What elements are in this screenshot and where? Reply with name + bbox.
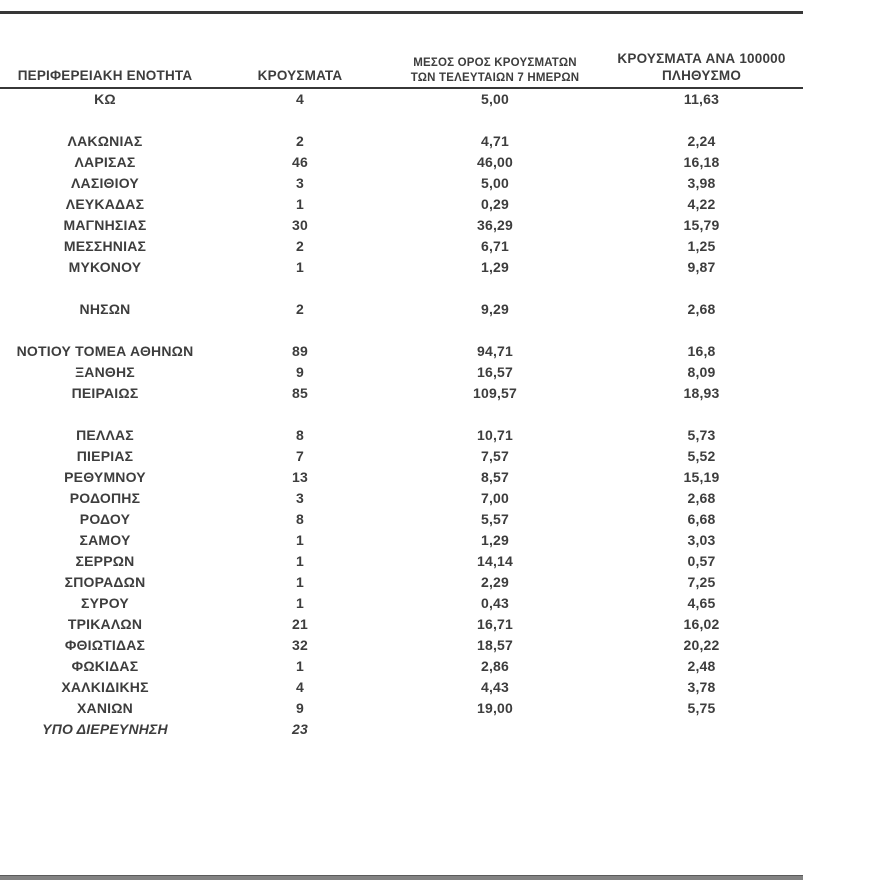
avg7-cell: 1,29 [480,258,510,275]
avg7-cell: 10,71 [476,426,514,443]
table-row [0,613,803,634]
region-name-cell: ΠΙΕΡΙΑΣ [76,447,134,464]
cases-cell: 85 [292,384,308,401]
avg7-cell: 4,71 [480,132,510,149]
per100k-cell: 11,63 [683,91,720,107]
region-name-cell: ΧΑΛΚΙΔΙΚΗΣ [61,678,149,695]
per100k-cell: 18,93 [683,384,720,401]
regional-cases-table [0,38,803,739]
table-row [0,466,803,487]
cases-cell: 21 [292,615,308,632]
avg7-cell: 46,00 [476,153,514,170]
avg7-cell: 7,00 [480,489,510,506]
cases-cell: 46 [292,153,308,170]
cases-cell: 32 [292,636,308,653]
column-header-per100k-line1: ΚΡΟΥΣΜΑΤΑ ΑΝΑ 100000 [617,51,786,67]
blank-spacer-cell [0,319,803,340]
region-name-cell: ΝΟΤΙΟΥ ΤΟΜΕΑ ΑΘΗΝΩΝ [16,342,194,359]
table-row [0,508,803,529]
per100k-cell: 16,8 [687,342,716,359]
blank-spacer-cell [0,277,803,298]
table-row [0,256,803,277]
region-name-cell: ΛΑΚΩΝΙΑΣ [67,132,143,149]
column-header-cases-label: ΚΡΟΥΣΜΑΤΑ [257,68,343,84]
region-name-cell: ΣΥΡΟΥ [81,594,129,611]
region-name-cell: ΦΘΙΩΤΙΔΑΣ [64,636,146,653]
avg7-cell: 19,00 [476,699,514,716]
avg7-cell: 94,71 [476,342,514,359]
region-name-cell: ΛΕΥΚΑΔΑΣ [65,195,145,212]
cases-cell: 8 [296,510,304,527]
per100k-cell: 3,03 [687,531,716,548]
table-row [0,571,803,592]
table-row [0,214,803,235]
cases-cell: 1 [296,573,304,590]
column-header-cases [210,38,390,88]
avg7-cell [390,718,600,739]
region-name-cell: ΣΕΡΡΩΝ [75,552,135,569]
avg7-cell: 16,71 [476,615,514,632]
table-row [0,718,803,739]
region-name-cell: ΡΟΔΟΠΗΣ [69,489,141,506]
table-row [0,130,803,151]
cases-cell: 1 [296,657,304,674]
table-row [0,340,803,361]
table-row [0,697,803,718]
column-header-region [0,38,210,88]
per100k-cell: 5,75 [687,699,716,716]
table-row [0,634,803,655]
cases-cell: 4 [296,91,304,107]
per100k-cell: 8,09 [687,363,716,380]
region-name-cell: ΦΩΚΙΔΑΣ [71,657,139,674]
table-row [0,487,803,508]
table-row [0,424,803,445]
per100k-cell: 4,22 [687,195,716,212]
per100k-cell: 6,68 [687,510,716,527]
column-header-region-label: ΠΕΡΙΦΕΡΕΙΑΚΗ ΕΝΟΤΗΤΑ [17,68,193,84]
column-header-per100k-line2: ΠΛΗΘΥΣΜΟ [661,68,742,84]
table-header [0,38,803,88]
cases-cell: 1 [296,594,304,611]
avg7-cell: 5,00 [480,174,510,191]
table-row [0,655,803,676]
per100k-cell [600,718,803,739]
column-header-avg7 [390,38,600,88]
per100k-cell: 4,65 [687,594,716,611]
column-header-avg7-line1: ΜΕΣΟΣ ΟΡΟΣ ΚΡΟΥΣΜΑΤΩΝ [413,57,577,70]
cases-cell: 2 [296,132,304,149]
per100k-cell: 9,87 [687,258,716,275]
column-header-per100k [600,38,803,88]
per100k-cell: 16,02 [683,615,720,632]
region-name-cell: ΞΑΝΘΗΣ [75,363,135,380]
cases-cell: 1 [296,195,304,212]
blank-spacer-row [0,319,803,340]
table-row [0,592,803,613]
table-row [0,361,803,382]
column-header-avg7-line2: ΤΩΝ ΤΕΛΕΥΤΑΙΩΝ 7 ΗΜΕΡΩΝ [410,71,580,84]
per100k-cell: 2,48 [687,657,716,674]
region-name-cell: ΤΡΙΚΑΛΩΝ [67,615,143,632]
top-rule [0,11,803,14]
table-row [0,676,803,697]
cases-cell: 23 [292,720,308,737]
region-name-cell: ΡΕΘΥΜΝΟΥ [64,468,146,485]
cases-cell: 4 [296,678,304,695]
cases-cell: 2 [296,237,304,254]
table-row [0,193,803,214]
blank-spacer-row [0,109,803,130]
per100k-cell: 16,18 [683,153,720,170]
avg7-cell: 16,57 [476,363,514,380]
per100k-cell: 20,22 [683,636,720,653]
region-name-cell: ΣΑΜΟΥ [79,531,131,548]
cases-cell: 9 [296,363,304,380]
table-row [0,529,803,550]
avg7-cell: 109,57 [472,384,518,401]
table-body [0,88,803,739]
avg7-cell: 0,29 [480,195,510,212]
avg7-cell: 18,57 [476,636,514,653]
cases-cell: 2 [296,300,304,317]
per100k-cell: 15,79 [683,216,720,233]
region-name-cell: ΛΑΡΙΣΑΣ [74,153,136,170]
per100k-cell: 2,68 [687,489,716,506]
cases-cell: 3 [296,174,304,191]
avg7-cell: 0,43 [480,594,510,611]
per100k-cell: 15,19 [683,468,720,485]
avg7-cell: 1,29 [480,531,510,548]
per100k-cell: 3,78 [687,678,716,695]
region-name-cell: ΥΠΟ ΔΙΕΡΕΥΝΗΣΗ [42,720,168,737]
region-name-cell: ΠΕΙΡΑΙΩΣ [71,384,139,401]
per100k-cell: 0,57 [687,552,716,569]
cases-cell: 1 [296,258,304,275]
per100k-cell: 2,68 [687,300,716,317]
table-row [0,550,803,571]
cases-cell: 9 [296,699,304,716]
cases-cell: 30 [292,216,308,233]
avg7-cell: 8,57 [480,468,510,485]
avg7-cell: 7,57 [480,447,510,464]
table-row [0,235,803,256]
avg7-cell: 36,29 [476,216,514,233]
region-name-cell: ΜΑΓΝΗΣΙΑΣ [63,216,147,233]
region-name-cell: ΜΕΣΣΗΝΙΑΣ [63,237,147,254]
cases-cell: 8 [296,426,304,443]
per100k-cell: 5,52 [687,447,716,464]
blank-spacer-cell [0,403,803,424]
table-row [0,298,803,319]
blank-spacer-row [0,277,803,298]
table-row [0,382,803,403]
region-name-cell: ΠΕΛΛΑΣ [76,426,134,443]
cases-cell: 1 [296,552,304,569]
per100k-cell: 5,73 [687,426,716,443]
per100k-cell: 1,25 [687,237,716,254]
region-name-cell: ΛΑΣΙΘΙΟΥ [71,174,139,191]
region-name-cell: ΜΥΚΟΝΟΥ [68,258,142,275]
bottom-rule [0,875,803,880]
region-name-cell: ΡΟΔΟΥ [79,510,131,527]
per100k-cell: 3,98 [687,174,716,191]
avg7-cell: 14,14 [476,552,514,569]
cases-cell: 7 [296,447,304,464]
avg7-cell: 5,00 [480,91,510,107]
avg7-cell: 2,86 [480,657,510,674]
table-row [0,445,803,466]
table-row [0,151,803,172]
cases-cell: 89 [292,342,308,359]
per100k-cell: 2,24 [687,132,716,149]
per100k-cell: 7,25 [687,573,716,590]
avg7-cell: 5,57 [480,510,510,527]
cases-cell: 13 [292,468,308,485]
avg7-cell: 2,29 [480,573,510,590]
avg7-cell: 4,43 [480,678,510,695]
cases-cell: 1 [296,531,304,548]
table-row [0,88,803,109]
avg7-cell: 6,71 [480,237,510,254]
region-name-cell: ΝΗΣΩΝ [79,300,131,317]
cases-cell: 3 [296,489,304,506]
blank-spacer-row [0,403,803,424]
table-header-row [0,38,803,88]
blank-spacer-cell [0,109,803,130]
region-name-cell: ΧΑΝΙΩΝ [77,699,133,716]
table-row [0,172,803,193]
avg7-cell: 9,29 [480,300,510,317]
region-name-cell: ΣΠΟΡΑΔΩΝ [64,573,146,590]
region-name-cell: ΚΩ [94,91,116,107]
